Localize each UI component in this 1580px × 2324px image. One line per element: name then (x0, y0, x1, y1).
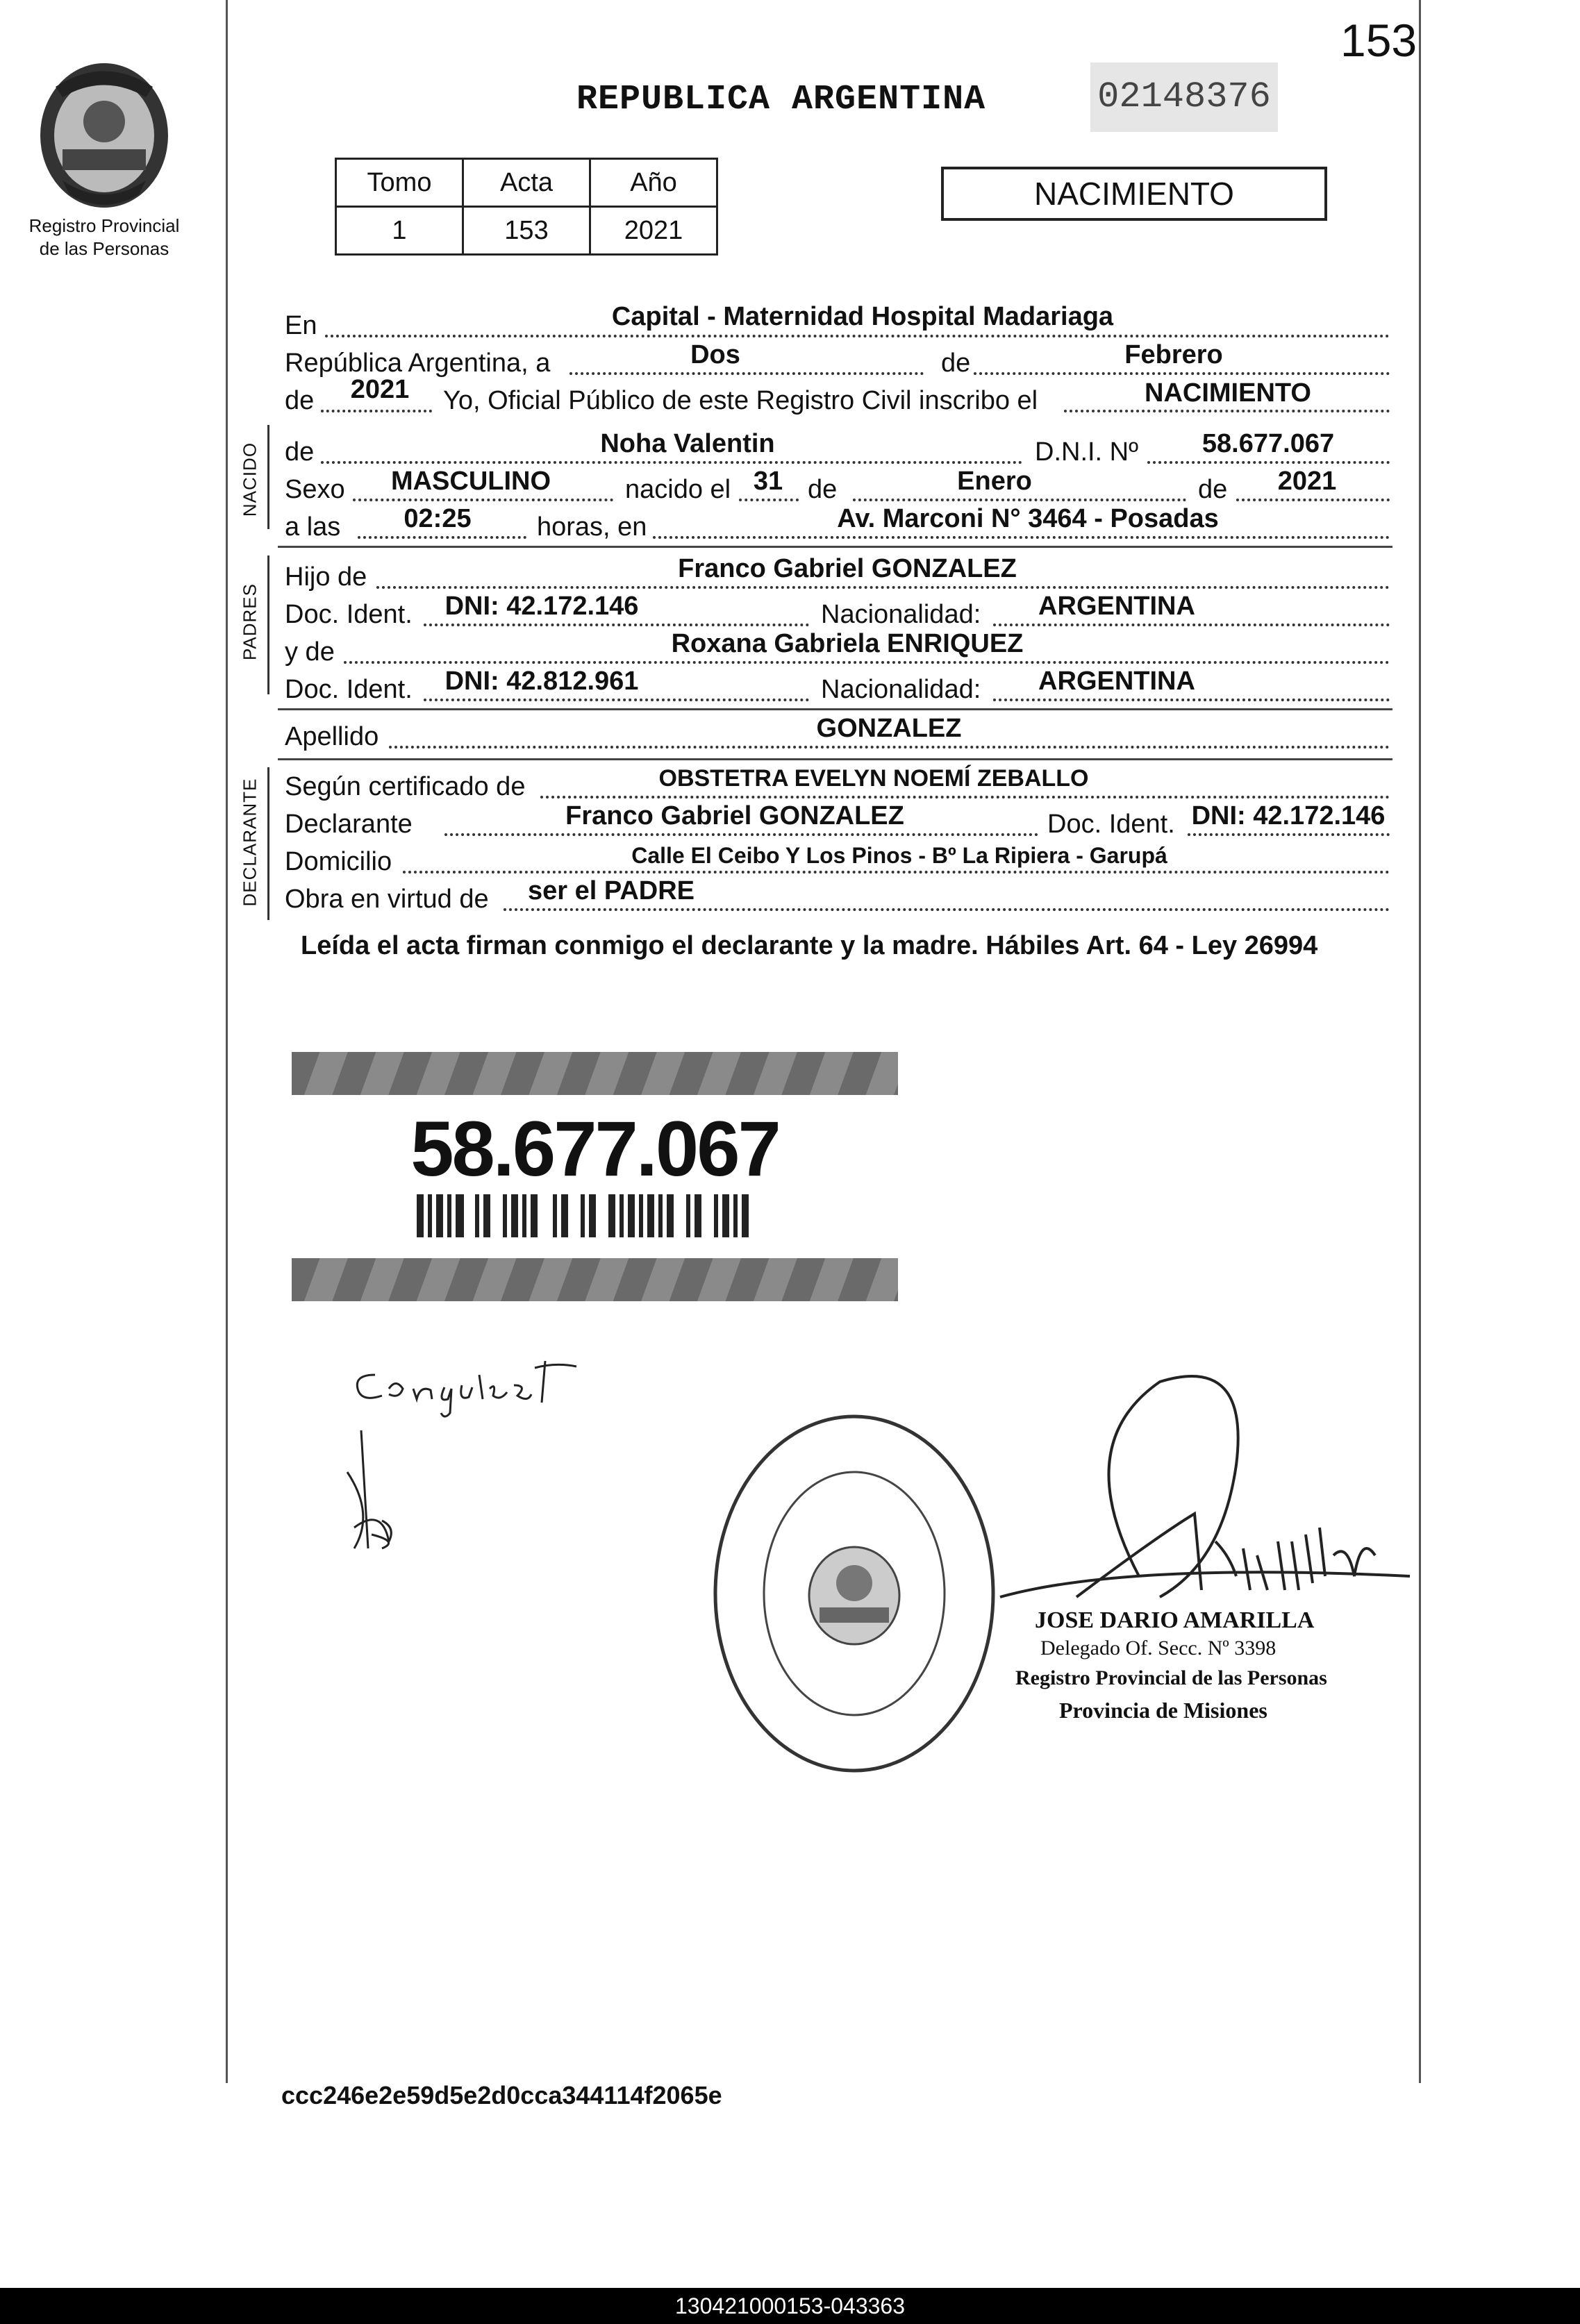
republic-label: República Argentina, a (285, 349, 551, 378)
mother-signature (333, 1423, 410, 1562)
birth-time: 02:25 (404, 504, 472, 533)
declarante-label: Declarante (285, 810, 413, 839)
birth-day: 31 (753, 467, 783, 496)
sex-value: MASCULINO (390, 467, 551, 496)
mother-dots (344, 661, 1390, 664)
book-value-acta: 153 (463, 207, 590, 255)
en-dots (325, 335, 1390, 337)
bottom-code: 130421000153-043363 (675, 2293, 905, 2318)
mother-nationality: ARGENTINA (1038, 667, 1195, 696)
hijo-de-label: Hijo de (285, 562, 367, 592)
domicilio-label: Domicilio (285, 847, 392, 876)
surname: GONZALEZ (816, 714, 962, 743)
birth-year-de-label: de (1198, 475, 1228, 504)
certificate: OBSTETRA EVELYN NOEMÍ ZEBALLO (658, 765, 1089, 792)
dni-sticker-top-band (292, 1052, 898, 1095)
declarant-name: Franco Gabriel GONZALEZ (565, 801, 904, 830)
dni-label: D.N.I. Nº (1035, 437, 1138, 467)
declarant-handwritten-signature (347, 1347, 583, 1423)
padres-side-label: PADRES (239, 583, 260, 660)
de-name-label: de (285, 437, 315, 467)
republic-dots (569, 372, 924, 375)
closing-note: Leída el acta firman conmigo el declarante y la madre. Hábiles Art. 64 - Ley 26994 (301, 931, 1318, 960)
declarant-dots (444, 833, 1038, 836)
apellido-label: Apellido (285, 722, 379, 751)
mother-doc-label: Doc. Ident. (285, 675, 413, 704)
book-value-anio: 2021 (590, 207, 717, 255)
father-nat-label: Nacionalidad: (821, 600, 981, 629)
year-value: 2021 (350, 375, 410, 404)
capacity-dots (504, 908, 1390, 911)
dni-sticker-number: 58.677.067 (410, 1105, 779, 1192)
book-table (335, 158, 718, 256)
horas-label: horas, en (537, 512, 647, 542)
birth-place-dots (653, 536, 1390, 539)
book-header-tomo: Tomo (336, 159, 463, 207)
father-nat-dots (993, 624, 1390, 626)
capacity: ser el PADRE (527, 876, 695, 905)
page-left-border (226, 0, 228, 2083)
birth-de-label: de (808, 475, 838, 504)
stamp-org: Registro Provincial de las Personas (1015, 1666, 1327, 1689)
dni-barcode (417, 1194, 750, 1237)
y-de-label: y de (285, 637, 335, 667)
father-doc: DNI: 42.172.146 (444, 592, 639, 621)
father-nationality: ARGENTINA (1038, 592, 1195, 621)
father-dots (376, 586, 1390, 589)
registration-value: NACIMIENTO (1145, 378, 1311, 408)
dni-sticker-bottom-band (292, 1258, 898, 1301)
sex-dots (353, 499, 613, 501)
country-title: REPUBLICA ARGENTINA (576, 80, 986, 119)
sexo-label: Sexo (285, 475, 345, 504)
address-dots (403, 871, 1390, 873)
serial-number: 02148376 (1090, 62, 1278, 132)
declarant-doc-dots (1188, 833, 1390, 836)
birth-month: Enero (957, 467, 1032, 496)
cert-label: Según certificado de (285, 772, 526, 801)
address: Calle El Ceibo Y Los Pinos - Bº La Ripiera - Garupá (631, 843, 1167, 868)
mother-nat-dots (993, 699, 1390, 701)
surname-dots (389, 746, 1390, 749)
year-dots (321, 410, 432, 412)
birth-year-dots (1236, 499, 1390, 501)
a-las-label: a las (285, 512, 341, 542)
day-text: Dos (690, 340, 740, 369)
nacido-side-label: NACIDO (239, 442, 260, 517)
nacido-el-label: nacido el (625, 475, 731, 504)
oficial-text: Yo, Oficial Público de este Registro Civil inscribo el (443, 386, 1038, 415)
name-dots (321, 461, 1022, 464)
book-header-anio: Año (590, 159, 717, 207)
father-doc-label: Doc. Ident. (285, 600, 413, 629)
father-name: Franco Gabriel GONZALEZ (678, 554, 1017, 583)
nacido-section-bar (267, 425, 269, 529)
child-name: Noha Valentin (600, 429, 775, 458)
book-value-tomo: 1 (336, 207, 463, 255)
birth-year: 2021 (1277, 467, 1337, 496)
time-dots (358, 536, 526, 539)
month-dots (974, 372, 1390, 375)
official-seal (708, 1410, 1000, 1778)
birth-day-dots (739, 499, 799, 501)
month-text: Febrero (1124, 340, 1223, 369)
dni-dots (1147, 461, 1390, 464)
stamp-province: Provincia de Misiones (1059, 1698, 1267, 1723)
date-de-label: de (941, 349, 971, 378)
page-number: 153 (1340, 15, 1417, 66)
section-rule-2 (278, 708, 1392, 710)
section-rule-1 (278, 546, 1392, 548)
place-value: Capital - Maternidad Hospital Madariaga (611, 302, 1114, 331)
registry-name-line2: de las Personas (39, 238, 169, 259)
section-rule-3 (278, 758, 1392, 760)
mother-nat-label: Nacionalidad: (821, 675, 981, 704)
document-hash: ccc246e2e59d5e2d0cca344114f2065e (281, 2081, 722, 2109)
padres-section-bar (267, 555, 269, 694)
registry-name-line1: Registro Provincial (28, 215, 180, 236)
birth-month-dots (853, 499, 1186, 501)
mother-doc: DNI: 42.812.961 (444, 667, 639, 696)
province-emblem (35, 59, 174, 212)
en-label: En (285, 311, 317, 340)
child-dni: 58.677.067 (1201, 429, 1335, 458)
mother-doc-dots (424, 699, 809, 701)
book-header-acta: Acta (463, 159, 590, 207)
declarant-doc-label: Doc. Ident. (1047, 810, 1175, 839)
act-type-box: NACIMIENTO (941, 167, 1327, 221)
declarante-side-label: DECLARANTE (239, 778, 260, 907)
year-de-label: de (285, 386, 315, 415)
page-right-border (1419, 0, 1421, 2083)
stamp-role: Delegado Of. Secc. Nº 3398 (1040, 1637, 1277, 1660)
mother-name: Roxana Gabriela ENRIQUEZ (671, 629, 1024, 658)
declarante-section-bar (267, 767, 269, 920)
declarant-doc: DNI: 42.172.146 (1191, 801, 1386, 830)
father-doc-dots (424, 624, 809, 626)
cert-dots (540, 796, 1390, 799)
birth-place: Av. Marconi N° 3464 - Posadas (837, 504, 1219, 533)
stamp-name: JOSE DARIO AMARILLA (1035, 1607, 1315, 1633)
registration-dots (1064, 410, 1390, 412)
obra-label: Obra en virtud de (285, 885, 489, 914)
